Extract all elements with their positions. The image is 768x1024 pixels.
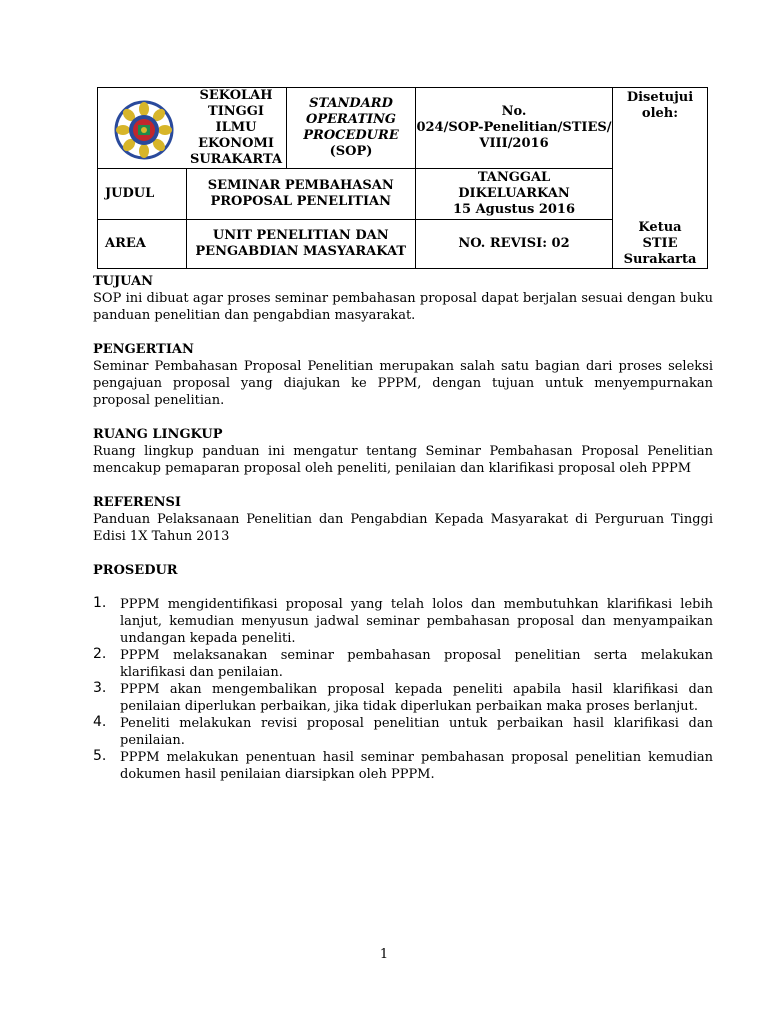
number-value: VIII/2016 [479,136,549,151]
section-heading-prosedur: PROSEDUR [93,563,178,578]
step-number: 3. [93,680,107,696]
school-name-line: SEKOLAH [199,88,273,103]
revisi-cell: NO. REVISI: 02 [416,220,613,269]
area-value-cell [186,220,416,269]
judul-value: SEMINAR PEMBAHASAN [207,178,394,193]
school-name-cell [186,88,287,169]
school-name-line: SURAKARTA [189,152,283,167]
number-value: 024/SOP-Penelitian/STIES/ [416,120,612,135]
document-number-cell [416,88,613,169]
step-text: Peneliti melakukan revisi proposal penelitian untuk perbaikan hasil klarifikasi dan penilaian. [120,716,713,748]
approver-title: Ketua [638,220,682,235]
step-text: PPPM akan mengembalikan proposal kepada peneliti apabila hasil klarifikasi dan penilaian diperlukan perbaikan, jika tidak diperlukan perbaikan maka proses berlanjut. [120,682,713,714]
section-text-pengertian: Seminar Pembahasan Proposal Penelitian merupakan salah satu bagian dari proses seleksi pengajuan proposal yang diajukan ke PPPM, dengan tujuan untuk menyempurnakan proposal penelitian. [93,359,713,408]
section-text-ruang-lingkup: Ruang lingkup panduan ini mengatur tentang Seminar Pembahasan Proposal Penelitian mencakup pemaparan proposal oleh peneliti, penilaian dan klarifikasi proposal oleh PPPM [93,444,713,476]
judul-value-cell [186,169,416,220]
procedure-list [93,596,713,783]
step-number: 2. [93,646,107,662]
sop-title-cell [287,88,416,169]
step-number: 5. [93,748,107,764]
approval-cell [613,88,708,269]
list-item [93,749,713,783]
judul-value: PROPOSAL PENELITIAN [210,194,392,209]
sop-abbrev: (SOP) [329,144,373,159]
approval-label: oleh: [641,106,679,121]
tanggal-cell [416,169,613,220]
judul-label: JUDUL [98,169,187,220]
section-text-tujuan: SOP ini dibuat agar proses seminar pembahasan proposal dapat berjalan sesuai dengan buku panduan penelitian dan pengabdian masyarakat. [93,291,713,323]
document-body [93,273,713,783]
section-heading-referensi: REFERENSI [93,495,181,510]
sop-title-line: PROCEDURE [303,128,399,143]
list-item [93,596,713,647]
section-text-referensi: Panduan Pelaksanaan Penelitian dan Pengabdian Kepada Masyarakat di Perguruan Tinggi Edisi 1X Tahun 2013 [93,512,713,544]
page-number: 1 [379,947,389,962]
approver-title: STIE [642,236,678,251]
step-number: 4. [93,714,107,730]
step-number: 1. [93,595,107,611]
step-text: PPPM melaksanakan seminar pembahasan proposal penelitian serta melakukan klarifikasi dan penilaian. [120,648,713,680]
section-heading-tujuan: TUJUAN [93,274,154,289]
approver-title: Surakarta [623,252,697,267]
area-value: PENGABDIAN MASYARAKAT [195,244,407,259]
list-item [93,647,713,681]
school-name-line: TINGGI ILMU [208,104,264,135]
approval-label: Disetujui [626,90,694,105]
section-heading-pengertian: PENGERTIAN [93,342,194,357]
sop-title-line: OPERATING [306,112,396,127]
section-heading-ruang-lingkup: RUANG LINGKUP [93,427,223,442]
step-text: PPPM melakukan penentuan hasil seminar pembahasan proposal penelitian kemudian dokumen hasil penilaian diarsipkan oleh PPPM. [120,750,713,782]
number-label: No. [501,104,527,119]
school-name-line: EKONOMI [198,136,274,151]
sop-title-line: STANDARD [309,96,393,111]
area-value: UNIT PENELITIAN DAN [212,228,389,243]
tanggal-label: TANGGAL [477,170,551,185]
area-label: AREA [98,220,187,269]
logo-cell [98,88,187,169]
step-text: PPPM mengidentifikasi proposal yang telah lolos dan membutuhkan klarifikasi lebih lanjut, kemudian menyusun jadwal seminar pembahasan proposal dan menyampaikan undangan kepada peneliti. [120,597,713,646]
sop-header-table [97,87,708,269]
institution-logo-icon [114,100,174,160]
list-item [93,715,713,749]
tanggal-value: 15 Agustus 2016 [452,202,576,217]
tanggal-label: DIKELUARKAN [458,186,570,201]
list-item [93,681,713,715]
